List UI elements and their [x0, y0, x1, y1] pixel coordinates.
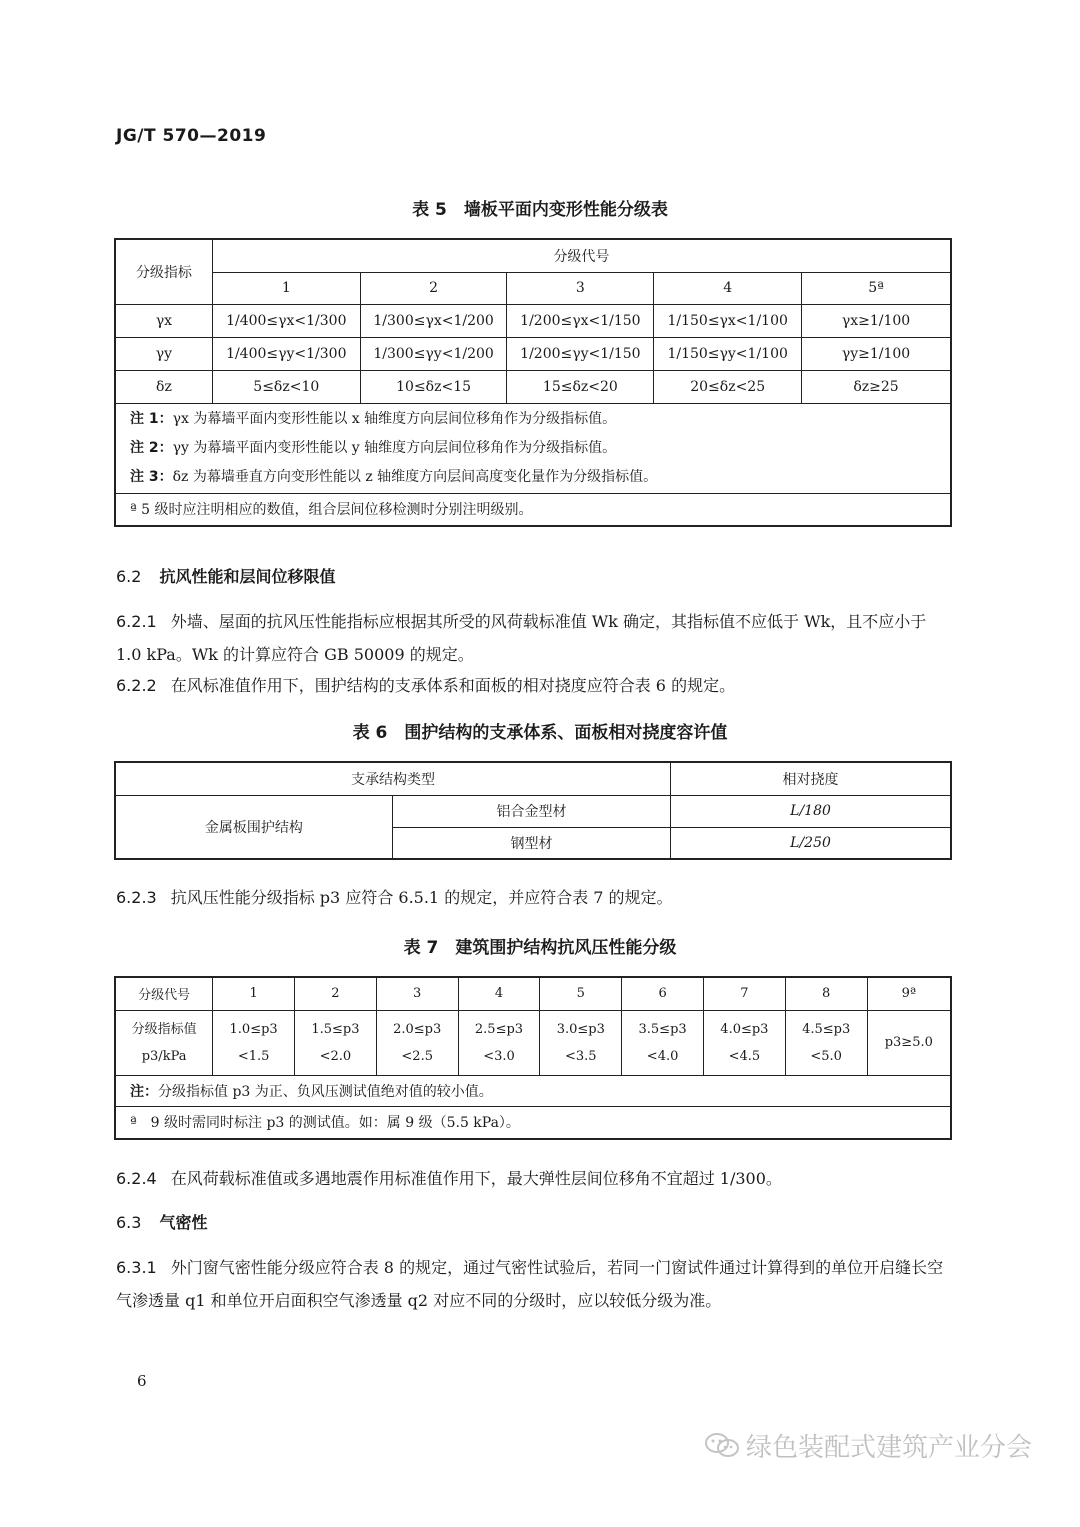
t5-cell: 20≤δz<25 — [654, 370, 802, 403]
t7-upper: <2.0 — [319, 1048, 352, 1064]
t7-lower: 4.0≤p3 — [720, 1021, 769, 1037]
t7-lower: 2.5≤p3 — [474, 1021, 524, 1037]
t7-cell — [213, 1010, 295, 1075]
t5-cell: γy≥1/100 — [802, 337, 951, 370]
t7-code: 3 — [376, 977, 458, 1010]
t5-cell: 15≤δz<20 — [507, 370, 654, 403]
clause-text: 在风标准值作用下，围护结构的支承体系和面板的相对挠度应符合表 6 的规定。 — [170, 676, 736, 695]
t7-lower: 3.5≤p3 — [638, 1021, 687, 1037]
t7-upper: <4.5 — [728, 1048, 761, 1064]
clause-number: 6.2.3 — [116, 888, 157, 907]
note-text: γy 为幕墙平面内变形性能以 y 轴维度方向层间位移角作为分级指标值。 — [172, 439, 617, 456]
section-6-2 — [116, 564, 335, 587]
t7-code: 4 — [458, 977, 540, 1010]
table-row — [115, 1010, 951, 1075]
t5-cell: 1/400≤γy<1/300 — [212, 337, 360, 370]
t7-code: 1 — [213, 977, 295, 1010]
t5-notes — [115, 403, 951, 493]
t7-cell — [458, 1010, 540, 1075]
t7-lower: 2.0≤p3 — [393, 1021, 442, 1037]
t5-note — [130, 463, 950, 492]
t7-lower: 3.0≤p3 — [556, 1021, 605, 1037]
t6-value: L/180 — [671, 795, 951, 827]
section-number: 6.3 — [116, 1213, 142, 1232]
t5-cell: 1/200≤γy<1/150 — [507, 337, 654, 370]
t6-material: 铝合金型材 — [392, 795, 670, 827]
t5-cell: 1/150≤γx<1/100 — [654, 304, 802, 337]
t5-row-name: δz — [115, 370, 212, 403]
t5-row-name: γy — [115, 337, 212, 370]
table-row — [115, 795, 951, 827]
table7-caption: 表 7 建筑围护结构抗风压性能分级 — [403, 938, 677, 958]
t7-cell — [703, 1010, 785, 1075]
paragraph-6-2-3 — [116, 881, 954, 914]
paragraph-6-2-2 — [116, 669, 954, 702]
paragraph-6-3-1 — [116, 1251, 954, 1317]
watermark-text: 绿色装配式建筑产业分会 — [746, 1433, 1033, 1463]
table-row — [115, 304, 951, 337]
t7-code: 7 — [703, 977, 785, 1010]
clause-text: 外门窗气密性能分级应符合表 8 的规定，通过气密性试验后，若同一门窗试件通过计算得到的单位开启缝长空气渗透量 q1 和单位开启面积空气渗透量 q2 对应不同的分级时，应以较低分级为准。 — [116, 1258, 944, 1310]
t7-footnote: ª 9 级时需同时标注 p3 的测试值。如：属 9 级（5.5 kPa）。 — [115, 1106, 951, 1139]
t7-code: 6 — [622, 977, 704, 1010]
t5-cell: 1/150≤γy<1/100 — [654, 337, 802, 370]
section-title: 抗风性能和层间位移限值 — [159, 567, 336, 586]
t5-note — [130, 434, 950, 463]
t5-cell: 1/300≤γx<1/200 — [360, 304, 507, 337]
clause-number: 6.3.1 — [116, 1258, 157, 1277]
note-label: 注 3： — [130, 468, 173, 485]
t5-cell: 10≤δz<15 — [360, 370, 507, 403]
t7-lower: 1.5≤p3 — [311, 1021, 360, 1037]
t6-head-type: 支承结构类型 — [115, 762, 671, 795]
clause-text: 外墙、屋面的抗风压性能指标应根据其所受的风荷载标准值 Wk 确定，其指标值不应低于 Wk，且不应小于 1.0 kPa。Wk 的计算应符合 GB 50009 的规定。 — [116, 612, 927, 664]
note-label: 注： — [130, 1083, 158, 1100]
table6 — [114, 761, 952, 860]
t7-upper: <5.0 — [810, 1048, 842, 1064]
t7-code: 8 — [785, 977, 867, 1010]
t7-index-unit: p3/kPa — [141, 1048, 187, 1064]
t6-head-deflection: 相对挠度 — [671, 762, 951, 795]
t7-upper: <3.0 — [483, 1048, 515, 1064]
t7-code: 9ª — [867, 977, 951, 1010]
clause-text: 在风荷载标准值或多遇地震作用标准值作用下，最大弹性层间位移角不宜超过 1/300。 — [170, 1169, 782, 1188]
t7-cell — [376, 1010, 458, 1075]
table7 — [114, 976, 952, 1140]
t7-lower: 4.5≤p3 — [802, 1021, 851, 1037]
t5-head-code: 分级代号 — [212, 239, 951, 272]
t7-index-label: 分级指标值 — [131, 1021, 197, 1037]
t5-cell: 1/200≤γx<1/150 — [507, 304, 654, 337]
page-number: 6 — [137, 1372, 147, 1390]
section-6-3 — [116, 1210, 207, 1233]
t5-row-name: γx — [115, 304, 212, 337]
section-title: 气密性 — [159, 1213, 208, 1232]
note-text: 分级指标值 p3 为正、负风压测试值绝对值的较小值。 — [158, 1083, 493, 1100]
table-row — [115, 370, 951, 403]
table-row — [115, 337, 951, 370]
clause-number: 6.2.4 — [116, 1169, 157, 1188]
t6-group: 金属板围护结构 — [115, 795, 392, 859]
t5-level: 3 — [507, 272, 654, 304]
note-text: γx 为幕墙平面内变形性能以 x 轴维度方向层间位移角作为分级指标值。 — [172, 410, 617, 427]
t5-cell: δz≥25 — [802, 370, 951, 403]
note-text: δz 为幕墙垂直方向变形性能以 z 轴维度方向层间高度变化量作为分级指标值。 — [172, 468, 658, 485]
standard-code: JG/T 570—2019 — [116, 126, 267, 146]
t7-cell-last: p3≥5.0 — [867, 1010, 951, 1075]
t5-level: 5ª — [802, 272, 951, 304]
t7-lower: 1.0≤p3 — [229, 1021, 278, 1037]
t5-cell: 5≤δz<10 — [212, 370, 360, 403]
t7-cell — [295, 1010, 377, 1075]
section-number: 6.2 — [116, 567, 142, 586]
note-label: 注 1： — [130, 410, 173, 427]
t5-level: 4 — [654, 272, 802, 304]
t7-note — [115, 1075, 951, 1106]
t5-cell: 1/400≤γx<1/300 — [212, 304, 360, 337]
t7-upper: <4.0 — [646, 1048, 679, 1064]
clause-number: 6.2.2 — [116, 676, 157, 695]
paragraph-6-2-4 — [116, 1162, 954, 1195]
t5-level: 1 — [212, 272, 360, 304]
table5 — [114, 238, 952, 527]
clause-text: 抗风压性能分级指标 p3 应符合 6.5.1 的规定，并应符合表 7 的规定。 — [170, 888, 673, 907]
t5-level: 2 — [360, 272, 507, 304]
paragraph-6-2-1 — [116, 605, 954, 671]
t7-upper: <3.5 — [565, 1048, 597, 1064]
table5-caption: 表 5 墙板平面内变形性能分级表 — [412, 200, 668, 220]
t7-cell — [622, 1010, 704, 1075]
clause-number: 6.2.1 — [116, 612, 157, 631]
t7-head-code: 分级代号 — [115, 977, 213, 1010]
t7-upper: <1.5 — [237, 1048, 270, 1064]
t5-head-index: 分级指标 — [115, 239, 212, 304]
t5-note — [130, 405, 950, 434]
t7-cell — [785, 1010, 867, 1075]
t6-value: L/250 — [671, 827, 951, 859]
t7-code: 2 — [295, 977, 377, 1010]
t7-code: 5 — [540, 977, 622, 1010]
t6-material: 钢型材 — [392, 827, 670, 859]
t5-footnote: ª 5 级时应注明相应的数值，组合层间位移检测时分别注明级别。 — [115, 493, 951, 526]
table6-caption: 表 6 围护结构的支承体系、面板相对挠度容许值 — [352, 723, 728, 743]
t7-upper: <2.5 — [401, 1048, 433, 1064]
note-label: 注 2： — [130, 439, 173, 456]
t5-cell: 1/300≤γy<1/200 — [360, 337, 507, 370]
t7-cell — [540, 1010, 622, 1075]
wechat-icon — [704, 1432, 740, 1458]
t5-cell: γx≥1/100 — [802, 304, 951, 337]
t7-head-index — [115, 1010, 213, 1075]
